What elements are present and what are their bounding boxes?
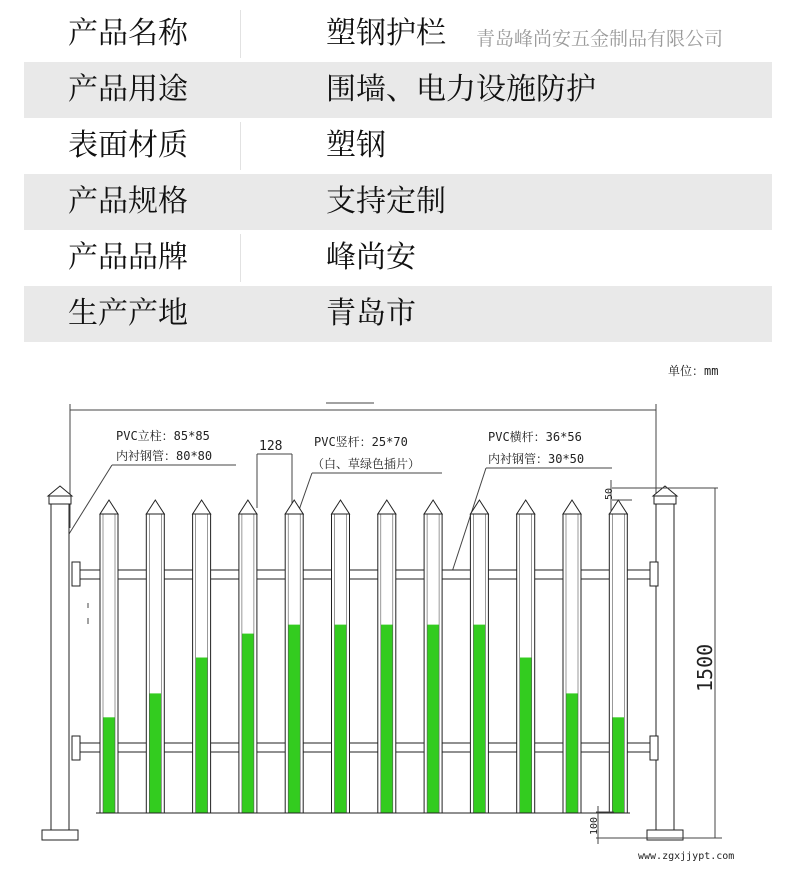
top-gap-value: 50 [604, 487, 615, 500]
spec-value: 峰尚安 [326, 240, 416, 275]
spec-row-origin [24, 286, 772, 342]
picket-green-insert [473, 625, 485, 813]
picket-green-insert [196, 658, 208, 813]
spec-value: 青岛市 [326, 296, 416, 331]
spec-label: 产品品牌 [68, 240, 188, 275]
picket-green-insert [103, 717, 115, 813]
picket [609, 500, 627, 813]
picket-tip [193, 500, 211, 514]
spacing-dim-value: 128 [259, 439, 283, 454]
picket-tip [332, 500, 350, 514]
spec-value: 塑钢护栏 [326, 16, 446, 51]
bottom-gap-value: 100 [589, 816, 600, 835]
rail-bracket [650, 562, 658, 586]
rail-spec-line1: PVC横杆：36*56 [488, 430, 582, 444]
company-name: 青岛峰尚安五金制品有限公司 [476, 28, 724, 50]
picket-green-insert [381, 625, 393, 813]
height-dim-value: 1500 [693, 643, 717, 692]
spec-row-material [24, 118, 772, 174]
picket-green-insert [612, 717, 624, 813]
left-post [42, 486, 78, 840]
picket [563, 500, 581, 813]
spec-value: 塑钢 [326, 128, 386, 163]
picket [146, 500, 164, 813]
spec-label: 产品用途 [68, 72, 188, 107]
post-spec-line1: PVC立柱：85*85 [116, 429, 210, 443]
spec-table [24, 6, 772, 342]
post-spec-line2: 内衬钢管：80*80 [116, 449, 213, 463]
column-divider [240, 122, 241, 170]
picket-green-insert [566, 693, 578, 813]
picket-tip [100, 500, 118, 514]
picket-spec-line2: （白、草绿色插片） [312, 457, 421, 471]
picket-green-insert [149, 693, 161, 813]
spec-row-brand [24, 230, 772, 286]
picket-tip [517, 500, 535, 514]
picket [517, 500, 535, 813]
picket-tip [424, 500, 442, 514]
picket-spec-line1: PVC竖杆：25*70 [314, 435, 408, 449]
right-post [647, 486, 683, 840]
column-divider [240, 234, 241, 282]
rail-spec-line2: 内衬钢管：30*50 [488, 452, 585, 466]
picket-green-insert [427, 625, 439, 813]
watermark-url: www.zgxjjypt.com [638, 851, 735, 862]
picket-tip [609, 500, 627, 514]
picket-green-insert [288, 625, 300, 813]
spec-row-name [24, 6, 772, 62]
picket [100, 500, 118, 813]
unit-label: 单位：mm [668, 364, 719, 378]
picket-green-insert [520, 658, 532, 813]
picket-tip [563, 500, 581, 514]
picket-green-insert [242, 634, 254, 813]
spec-row-spec [24, 174, 772, 230]
spec-label: 表面材质 [68, 128, 188, 163]
spec-value: 支持定制 [326, 184, 446, 219]
spec-row-usage [24, 62, 772, 118]
picket-tip [239, 500, 257, 514]
picket [378, 500, 396, 813]
spec-label: 产品规格 [68, 184, 188, 219]
picket [470, 500, 488, 813]
spec-label: 生产产地 [68, 296, 188, 331]
rail-bracket [650, 736, 658, 760]
rail-bracket [72, 562, 80, 586]
picket [193, 500, 211, 813]
pickets-group [100, 500, 627, 813]
picket [239, 500, 257, 813]
picket-green-insert [335, 625, 347, 813]
column-divider [240, 10, 241, 58]
fence-drawing [0, 340, 790, 877]
picket [332, 500, 350, 813]
spec-label: 产品名称 [68, 16, 188, 51]
picket-tip [146, 500, 164, 514]
rail-bracket [72, 736, 80, 760]
picket-tip [378, 500, 396, 514]
picket [285, 500, 303, 813]
picket [424, 500, 442, 813]
spec-value: 围墙、电力设施防护 [326, 72, 596, 107]
